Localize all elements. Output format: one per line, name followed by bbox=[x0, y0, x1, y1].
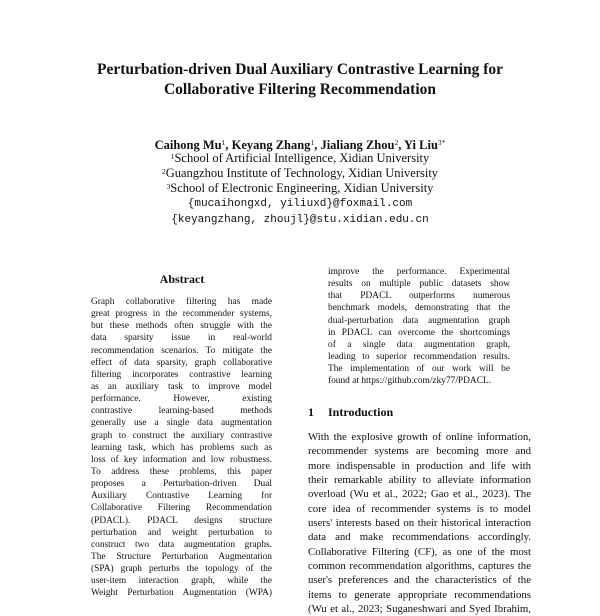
abstract-line: improve the performance. Experimental bbox=[328, 267, 510, 277]
abstract-line: in PDACL can overcome the shortcomings bbox=[328, 327, 510, 338]
abstract-line: (SPA) graph perturbs the topology of the bbox=[91, 564, 272, 575]
abstract-line: proposes a Perturbation-driven Dual bbox=[91, 479, 272, 490]
section-title: Introduction bbox=[328, 405, 394, 419]
paper-title bbox=[40, 60, 560, 100]
abstract-line: The Structure Perturbation Augmentation bbox=[91, 551, 272, 562]
intro-line: more indispensable in production and life with bbox=[308, 459, 531, 472]
introduction-body bbox=[308, 430, 531, 616]
author-name: Yi Liu bbox=[403, 138, 438, 152]
abstract-line: contrastive learning-based methods bbox=[91, 406, 272, 417]
abstract-line: generally use a single data augmentation bbox=[91, 418, 272, 429]
abstract-line: recommendation scenarios. To mitigate the bbox=[91, 345, 272, 356]
intro-line: user's preferences and the characteristics of the bbox=[308, 574, 531, 587]
abstract-line: To address these problems, this paper bbox=[91, 466, 272, 477]
author-affil-mark: 1 bbox=[221, 138, 226, 147]
abstract-line: (PDACL). PDACL designs structure bbox=[91, 515, 272, 526]
intro-line: overload (Wu et al., 2022; Gao et al., 2023). The bbox=[308, 488, 531, 501]
abstract-line: Weight Perturbation Augmentation (WPA) bbox=[91, 588, 272, 599]
abstract-line: effect of data sparsity, graph collaborative bbox=[91, 357, 272, 368]
intro-line: With the explosive growth of online information, bbox=[308, 431, 531, 443]
abstract-line: Auxiliary Contrastive Learning for bbox=[91, 491, 272, 502]
abstract-line: loss of key information and low robustness. bbox=[91, 454, 272, 465]
affiliation-mark: 3 bbox=[166, 182, 171, 191]
abstract-line: Collaborative Filtering Recommendation bbox=[91, 503, 272, 514]
author-name: Jialiang Zhou bbox=[320, 138, 395, 152]
abstract-line: of a single data augmentation graph, bbox=[328, 339, 510, 350]
abstract-line: filtering incorporates contrastive learning bbox=[91, 369, 272, 380]
section-heading-introduction bbox=[308, 405, 393, 420]
intro-line: common recommendation algorithms, captures the bbox=[308, 560, 531, 573]
affiliation-text: Guangzhou Institute of Technology, Xidian University bbox=[165, 166, 439, 180]
intro-line: (Wu et al., 2023; Suganeshwari and Syed Ibrahim, bbox=[308, 603, 531, 616]
abstract-right-column bbox=[328, 266, 510, 387]
affiliation-text: School of Electronic Engineering, Xidian University bbox=[170, 181, 434, 195]
title-line: Collaborative Filtering Recommendation bbox=[163, 81, 437, 98]
abstract-left-column bbox=[91, 296, 272, 600]
intro-line: core idea of recommender systems is to model bbox=[308, 502, 531, 515]
abstract-line: user-item interaction graph, while the bbox=[91, 576, 272, 587]
abstract-heading: Abstract bbox=[159, 272, 205, 286]
intro-line: users' interests based on their historical interaction bbox=[308, 517, 531, 530]
abstract-line: as an auxiliary task to improve model bbox=[91, 381, 272, 392]
email-line: {mucaihongxd, yiliuxd}@foxmail.com bbox=[187, 198, 413, 210]
affiliation-mark: 2 bbox=[161, 167, 166, 176]
author-affil-mark: 1 bbox=[310, 138, 315, 147]
affiliation bbox=[60, 166, 540, 181]
author-name: Caihong Mu bbox=[154, 138, 222, 152]
abstract-line: dual-perturbation data augmentation graph bbox=[328, 315, 510, 326]
abstract-line: but these methods often struggle with the bbox=[91, 321, 272, 332]
intro-line: Collaborative Filtering (CF), as one of the most bbox=[308, 545, 531, 558]
author-affil-mark: 2 bbox=[394, 138, 399, 147]
abstract-line: leading to superior recommendation results. bbox=[328, 351, 510, 362]
intro-line: their remarkable ability to alleviate information bbox=[308, 474, 531, 487]
abstract-line: performance. However, existing bbox=[91, 394, 272, 405]
title-line: Perturbation-driven Dual Auxiliary Contrastive Learning for bbox=[97, 61, 503, 78]
abstract-line: that PDACL outperforms numerous bbox=[328, 291, 510, 302]
abstract-line: benchmark models, demonstrating that the bbox=[328, 303, 510, 314]
intro-line: recommender systems are becoming more and bbox=[308, 445, 531, 458]
affiliations bbox=[60, 151, 540, 196]
abstract-line: data sparsity issue in real-world bbox=[91, 333, 272, 344]
abstract-line: construct two data augmentation graphs. bbox=[91, 539, 272, 550]
abstract-line: learning task, which has problems such as bbox=[91, 442, 272, 453]
section-number: 1 bbox=[308, 405, 314, 419]
author-name: Keyang Zhang bbox=[231, 138, 311, 152]
abstract-line: Graph collaborative filtering has made bbox=[91, 297, 272, 307]
email-line: {keyangzhang, zhoujl}@stu.xidian.edu.cn bbox=[171, 213, 429, 226]
emails bbox=[60, 197, 540, 228]
author-list: Caihong Mu$^1$, Keyang Zhang$^1$, Jialiang Zhou$^2$, Yi Liu$^{3*}$ bbox=[154, 138, 446, 152]
abstract-line: graph to construct the auxiliary contrastive bbox=[91, 430, 272, 441]
abstract-line: found at https://github.com/zky77/PDACL. bbox=[328, 376, 492, 387]
affiliation-text: School of Artificial Intelligence, Xidian University bbox=[174, 151, 430, 165]
abstract-line: perturbation and weight perturbation to bbox=[91, 527, 272, 538]
affiliation-mark: 1 bbox=[170, 152, 175, 161]
affiliation bbox=[60, 151, 540, 166]
intro-line: items to generate appropriate recommendations bbox=[308, 588, 531, 601]
intro-line: data and make recommendations accordingly. bbox=[308, 531, 531, 544]
abstract-line: The implementation of our work will be bbox=[328, 364, 510, 375]
abstract-line: great progress in the recommender systems, bbox=[91, 309, 272, 320]
abstract-line: results on multiple public datasets show bbox=[328, 279, 510, 290]
affiliation bbox=[60, 181, 540, 196]
author-affil-mark: 3* bbox=[437, 138, 446, 147]
